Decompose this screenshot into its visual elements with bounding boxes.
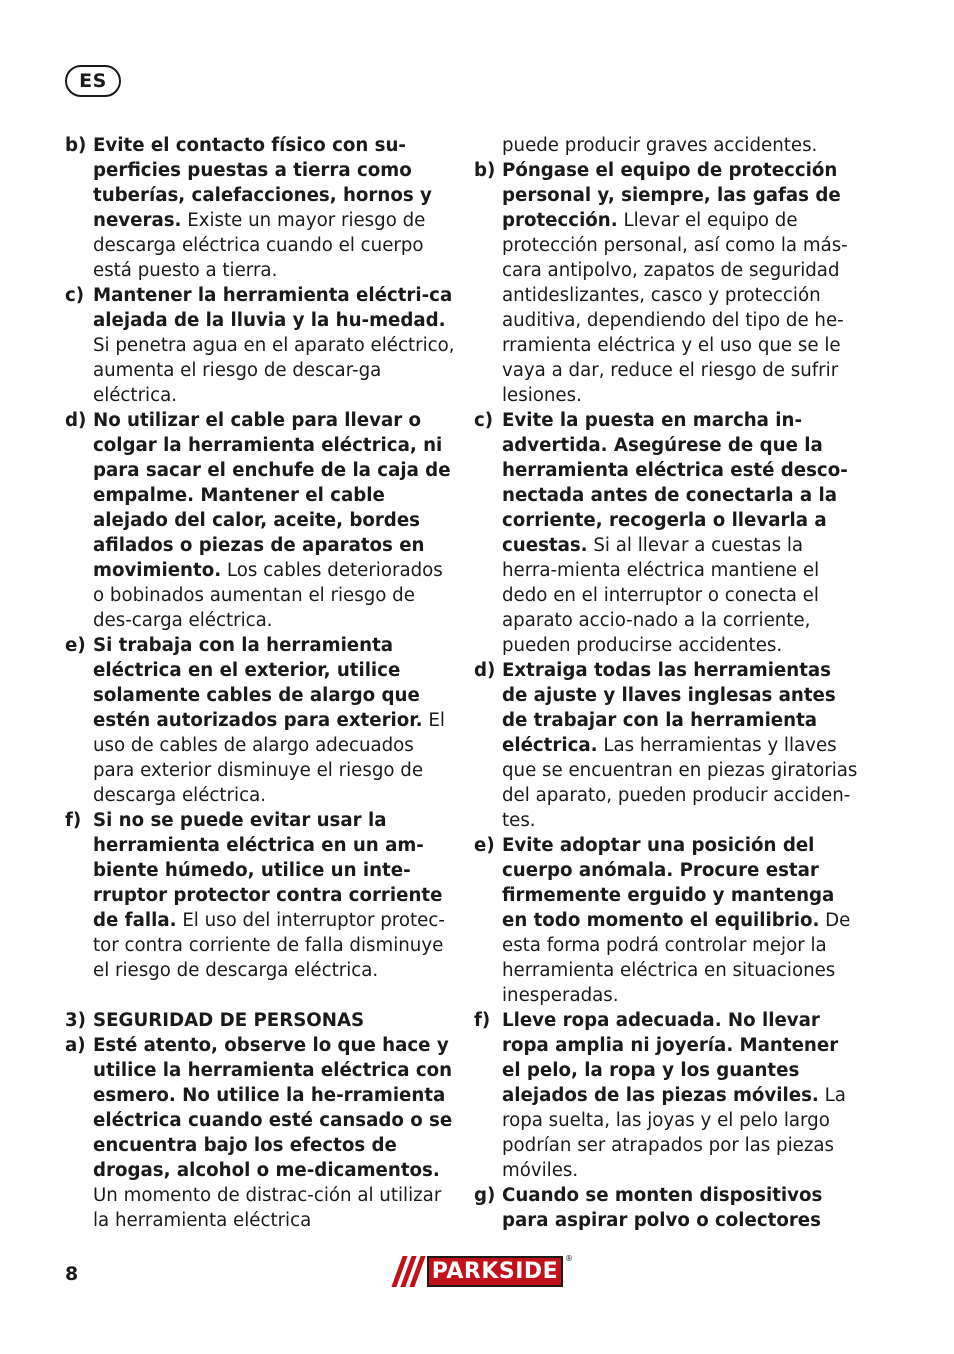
item-label: a): [65, 1035, 86, 1056]
list-item: [65, 133, 455, 283]
item-warning: Lleve ropa adecuada. No llevar ropa amplia ni joyería. Mantener el pelo, la ropa y los guantes alejados de las piezas móviles.: [502, 1010, 839, 1106]
list-item: [474, 1008, 862, 1183]
item-warning: Extraiga todas las herramientas de ajuste y llaves inglesas antes de trabajar con la herramienta eléctrica.: [502, 660, 836, 756]
item-warning: Si no se puede evitar usar la herramienta eléctrica en un am-biente húmedo, utilice un inte-rruptor protector contra corriente de falla.: [93, 810, 443, 931]
list-item: [474, 658, 862, 833]
section-number: 3): [65, 1010, 86, 1031]
list-item: [65, 408, 455, 633]
logo-wordmark: PARKSIDE: [427, 1256, 563, 1287]
item-explanation: El uso de cables de alargo adecuados para exterior disminuye el riesgo de descarga eléctrica.: [93, 710, 445, 806]
item-label: e): [474, 835, 495, 856]
item-explanation: Si al llevar a cuestas la herra-mienta eléctrica mantiene el dedo en el interruptor o conecta el aparato accio-nado a la corriente, pueden producirse accidentes.: [502, 535, 820, 656]
item-warning: Mantener la herramienta eléctri-ca alejada de la lluvia y la hu-medad.: [93, 285, 453, 331]
list-item: [65, 283, 455, 408]
list-item: [65, 1033, 455, 1233]
item-label: b): [65, 135, 87, 156]
item-label: g): [474, 1185, 496, 1206]
logo-stripes: [391, 1256, 427, 1287]
item-explanation: Las herramientas y llaves que se encuentran en piezas giratorias del aparato, pueden producir acciden-tes.: [502, 735, 858, 831]
spacer: [65, 983, 455, 1008]
list-item: [474, 833, 862, 1008]
item-label: f): [474, 1010, 491, 1031]
item-warning: Evite el contacto físico con su-perficies puestas a tierra como tuberías, calefacciones, hornos y neveras.: [93, 135, 432, 231]
item-explanation: De esta forma podrá controlar mejor la herramienta eléctrica en situaciones inesperadas.: [502, 910, 851, 1006]
list-item: [474, 408, 862, 658]
list-item: [65, 808, 455, 983]
item-label: b): [474, 160, 496, 181]
right-column: [474, 133, 862, 1233]
item-label: d): [65, 410, 87, 431]
item-label: c): [65, 285, 85, 306]
item-explanation: Un momento de distrac-ción al utilizar la herramienta eléctrica: [93, 1185, 442, 1231]
item-warning: Si trabaja con la herramienta eléctrica en el exterior, utilice solamente cables de alargo que estén autorizados para exterior.: [93, 635, 423, 731]
item-explanation: El uso del interruptor protec-tor contra corriente de falla disminuye el riesgo de descarga eléctrica.: [93, 910, 445, 981]
list-item: [65, 633, 455, 808]
item-label: e): [65, 635, 86, 656]
list-item: [474, 158, 862, 408]
item-explanation: La ropa suelta, las joyas y el pelo largo podrían ser atrapados por las piezas móviles.: [502, 1085, 846, 1181]
item-warning: Evite adoptar una posición del cuerpo anómala. Procure estar firmemente erguido y mantenga en todo momento el equilibrio.: [502, 835, 835, 931]
item-explanation: Si penetra agua en el aparato eléctrico, aumenta el riesgo de descar-ga eléctrica.: [93, 335, 455, 406]
item-warning: Cuando se monten dispositivos para aspirar polvo o colectores: [502, 1185, 823, 1231]
item-explanation: Los cables deteriorados o bobinados aumentan el riesgo de des-carga eléctrica.: [93, 560, 443, 631]
item-explanation: Existe un mayor riesgo de descarga eléctrica cuando el cuerpo está puesto a tierra.: [93, 210, 426, 281]
language-badge: ES: [65, 65, 121, 97]
registered-mark: ®: [565, 1254, 573, 1263]
list-item: [474, 1183, 862, 1233]
section-heading: [65, 1008, 455, 1033]
continuation-text: puede producir graves accidentes.: [502, 135, 818, 156]
item-explanation: Llevar el equipo de protección personal, así como la más-cara antipolvo, zapatos de seguridad antideslizantes, casco y protección auditiva, dependiendo del tipo de he-rramienta eléctrica y el uso que se le vaya a dar, reduce el riesgo de sufrir lesiones.: [502, 210, 848, 406]
page-number: 8: [65, 1263, 79, 1285]
section-title: SEGURIDAD DE PERSONAS: [93, 1010, 365, 1031]
item-label: f): [65, 810, 82, 831]
item-warning: Evite la puesta en marcha in-advertida. Asegúrese de que la herramienta eléctrica esté desco-nectada antes de conectarla a la corriente, recogerla o llevarla a cuestas.: [502, 410, 848, 556]
item-label: d): [474, 660, 496, 681]
item-warning: Póngase el equipo de protección personal y, siempre, las gafas de protección.: [502, 160, 841, 231]
item-warning: No utilizar el cable para llevar o colgar la herramienta eléctrica, ni para sacar el enchufe de la caja de empalme. Mantener el cable alejado del calor, aceite, bordes afilados o piezas de aparatos en movimiento.: [93, 410, 451, 581]
parkside-logo: [391, 1254, 573, 1287]
item-label: c): [474, 410, 494, 431]
left-column: [65, 133, 455, 1233]
item-warning: Esté atento, observe lo que hace y utilice la herramienta eléctrica con esmero. No utilice la he-rramienta eléctrica cuando esté cansado o se encuentra bajo los efectos de drogas, alcohol o me-dicamentos.: [93, 1035, 453, 1181]
